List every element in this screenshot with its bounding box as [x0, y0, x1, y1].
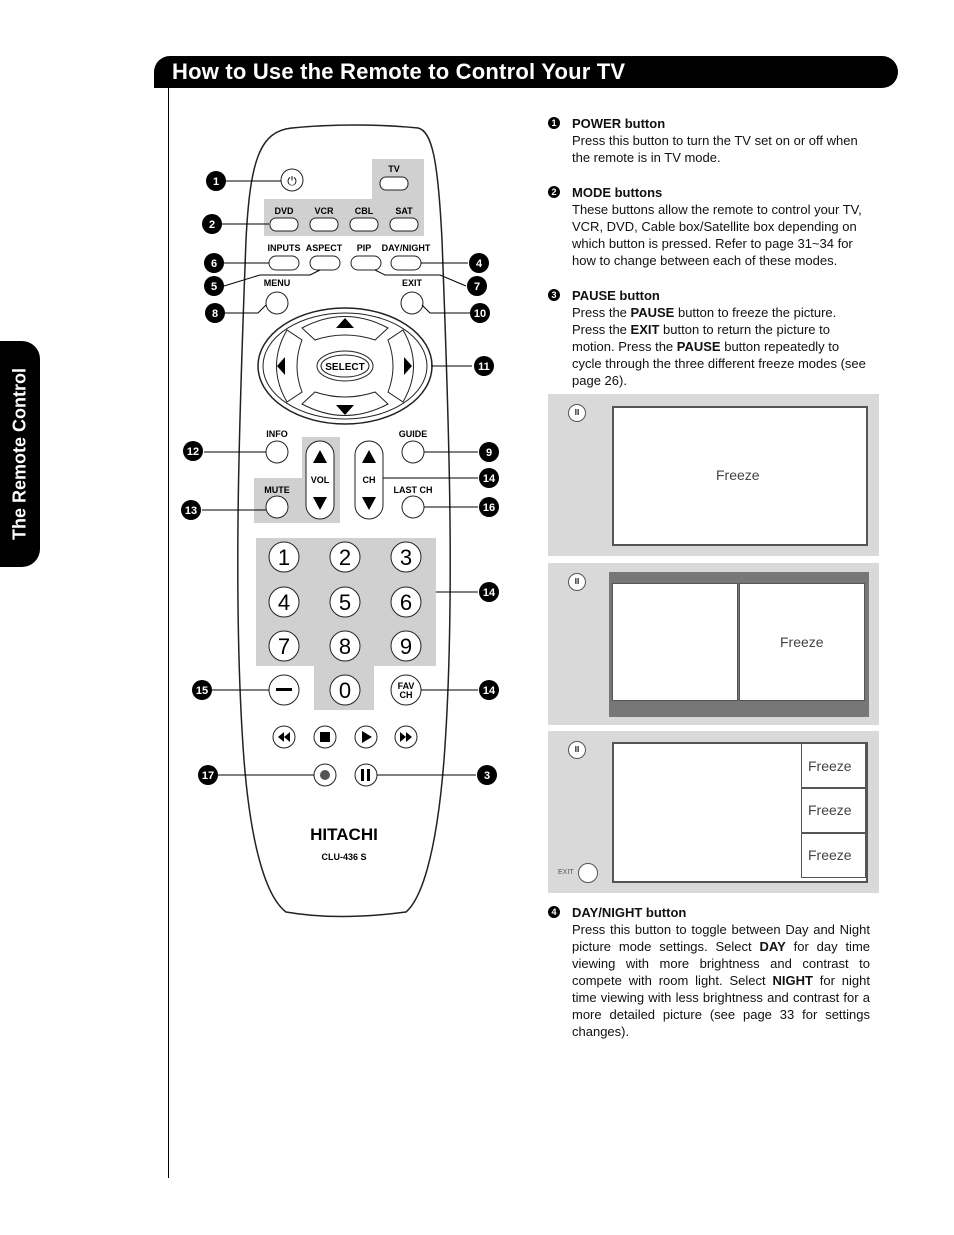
- fav-label: FAV: [397, 681, 415, 691]
- freeze-label: Freeze: [808, 758, 852, 774]
- freeze-panel-multi: [548, 731, 879, 893]
- description-title: PAUSE button: [572, 288, 660, 303]
- pause-icon: [361, 769, 364, 781]
- sat-button: [390, 218, 418, 231]
- dvd-label: DVD: [274, 206, 294, 216]
- callout-14c: 14: [482, 685, 496, 697]
- callout-1: 1: [212, 176, 220, 188]
- digit-label: 5: [338, 590, 352, 615]
- freeze-label: Freeze: [808, 802, 852, 818]
- digit-label: 9: [399, 634, 413, 659]
- callout-13: 13: [184, 505, 198, 517]
- digit-label: 0: [338, 678, 352, 703]
- page-title: How to Use the Remote to Control Your TV: [172, 59, 626, 84]
- callout-14: 14: [482, 473, 496, 485]
- guide-label: GUIDE: [398, 429, 428, 439]
- model-number: CLU-436 S: [321, 852, 367, 862]
- exit-label: EXIT: [401, 278, 423, 288]
- exit-label: EXIT: [558, 869, 574, 876]
- digit-label: 7: [277, 634, 291, 659]
- number-badge: 1: [548, 117, 560, 129]
- freeze-label: Freeze: [808, 847, 852, 863]
- callout-8: 8: [211, 308, 219, 320]
- sub-screen: [801, 833, 866, 878]
- callout-4: 4: [475, 258, 483, 270]
- number-badge: 4: [548, 906, 560, 918]
- freeze-panel-full: [548, 394, 879, 556]
- info-button: [266, 441, 288, 463]
- digit-label: 2: [338, 545, 352, 570]
- callout-15: 15: [195, 685, 209, 697]
- last-ch-button: [402, 496, 424, 518]
- pip-label: PIP: [356, 243, 372, 253]
- power-icon: ⏻: [287, 174, 297, 188]
- dvd-button: [270, 218, 298, 231]
- digit-label: 1: [277, 545, 291, 570]
- callout-11: 11: [478, 361, 490, 373]
- description-day-night: [548, 904, 870, 1040]
- vcr-button: [310, 218, 338, 231]
- description-title: POWER button: [572, 116, 666, 131]
- menu-label: MENU: [263, 278, 291, 288]
- mute-label: MUTE: [264, 485, 290, 495]
- description-title: DAY/NIGHT button: [572, 905, 687, 920]
- menu-button: [266, 292, 288, 314]
- description-body: Press this button to toggle between Day and Night picture mode settings. Select DAY for day time viewing with more brightness and contrast to compete with room light. Select NIGHT for night time viewing with less brightness and contrast for a more detailed picture (see page 33 for settings changes).: [572, 922, 871, 1039]
- brand-logo: HITACHI: [310, 825, 378, 844]
- freeze-label: Freeze: [780, 634, 824, 650]
- ch-label: CH: [362, 475, 376, 485]
- mute-button: [266, 496, 288, 518]
- select-label: SELECT: [325, 362, 365, 373]
- side-tab-label: The Remote Control: [9, 367, 30, 541]
- aspect-button: [310, 256, 340, 270]
- callout-17: 17: [201, 770, 215, 782]
- exit-button-icon: [578, 863, 598, 883]
- number-badge: 3: [548, 289, 560, 301]
- callout-12: 12: [186, 446, 200, 458]
- left-screen: [612, 583, 738, 701]
- last-ch-label: LAST CH: [393, 485, 433, 495]
- inputs-label: INPUTS: [267, 243, 301, 253]
- sub-screen: [801, 743, 866, 788]
- digit-label: 4: [277, 590, 291, 615]
- description-mode: [548, 184, 870, 269]
- description-body: These buttons allow the remote to control your TV, VCR, DVD, Cable box/Satellite box depending on which button is pressed. Refer to page 31~34 for how to change between each of these modes.: [572, 202, 862, 268]
- pause-icon: II: [568, 404, 586, 422]
- inputs-button: [269, 256, 299, 270]
- aspect-label: ASPECT: [305, 243, 343, 253]
- guide-button: [402, 441, 424, 463]
- callout-6: 6: [210, 258, 218, 270]
- stop-icon: [320, 732, 330, 742]
- cbl-label: CBL: [354, 206, 374, 216]
- info-label: INFO: [266, 429, 288, 439]
- callout-7: 7: [473, 281, 481, 293]
- pause-icon: II: [568, 741, 586, 759]
- digit-label: 6: [399, 590, 413, 615]
- description-power: [548, 115, 870, 166]
- callout-9: 9: [485, 447, 493, 459]
- description-title: MODE buttons: [572, 185, 663, 200]
- number-badge: 2: [548, 186, 560, 198]
- callout-2: 2: [208, 219, 216, 231]
- callout-14b: 14: [482, 587, 496, 599]
- day-night-button: [391, 256, 421, 270]
- pause-icon: II: [568, 573, 586, 591]
- sub-screen: [801, 788, 866, 833]
- callout-3: 3: [483, 770, 491, 782]
- description-pause: [548, 287, 870, 389]
- callout-10: 10: [473, 308, 487, 320]
- freeze-label: Freeze: [716, 467, 760, 483]
- vol-label: VOL: [310, 475, 330, 485]
- cbl-button: [350, 218, 378, 231]
- sat-label: SAT: [395, 206, 413, 216]
- digit-label: 8: [338, 634, 352, 659]
- tv-button: [380, 177, 408, 190]
- tv-label: TV: [388, 164, 400, 174]
- freeze-panel-split: [548, 563, 879, 725]
- description-body: Press this button to turn the TV set on or off when the remote is in TV mode.: [572, 133, 858, 165]
- vcr-label: VCR: [314, 206, 334, 216]
- callout-16: 16: [482, 502, 496, 514]
- exit-button: [401, 292, 423, 314]
- description-body: Press the PAUSE button to freeze the picture. Press the EXIT button to return the picture to motion. Press the PAUSE button repeatedly to cycle through the three different freeze modes (see page 26).: [572, 305, 866, 388]
- freeze-screen: [612, 406, 868, 546]
- callout-5: 5: [210, 281, 218, 293]
- day-night-label: DAY/NIGHT: [381, 243, 431, 253]
- digit-label: 3: [399, 545, 413, 570]
- fav-ch-label: CH: [399, 690, 413, 700]
- dash-icon: [276, 688, 292, 691]
- pip-button: [351, 256, 381, 270]
- record-icon: [320, 770, 330, 780]
- pause-button: [355, 764, 377, 786]
- right-screen: [739, 583, 865, 701]
